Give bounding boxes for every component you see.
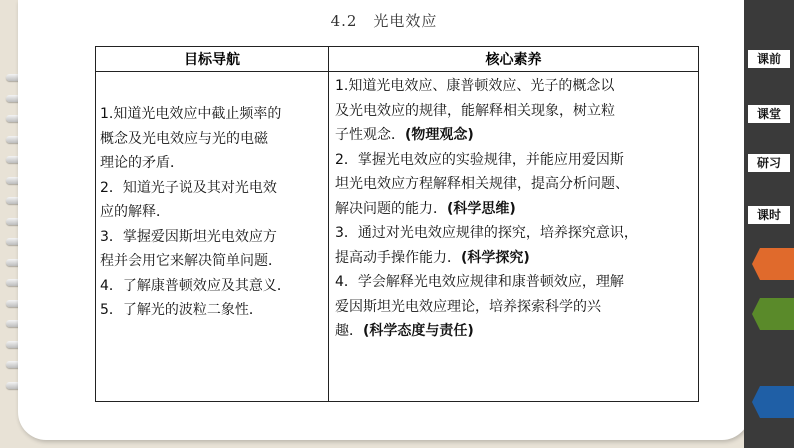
literacy-text: 3．通过对光电效应规律的探究，培养探究意识， bbox=[335, 225, 638, 241]
literacy-text: 提高动手操作能力． bbox=[335, 249, 461, 266]
literacy-text: 坦光电效应方程解释相关规律，提高分析问题、 bbox=[335, 176, 629, 192]
goal-line: 理论的矛盾． bbox=[100, 155, 184, 171]
literacy-line bbox=[335, 172, 694, 197]
goal-line: 4．了解康普顿效应及其意义． bbox=[100, 277, 291, 294]
literacy-line bbox=[335, 295, 694, 320]
literacy-text: 爱因斯坦光电效应理论，培养探索科学的兴 bbox=[335, 298, 601, 315]
literacy-text: 及光电效应的规律，能解释相关现象，树立粒 bbox=[335, 102, 615, 119]
objectives-table bbox=[95, 46, 699, 402]
literacy-category: (物理观念) bbox=[405, 127, 474, 143]
literacy-line bbox=[335, 74, 694, 99]
goals-cell bbox=[96, 72, 329, 402]
literacy-line bbox=[335, 123, 694, 148]
literacy-text: 4．学会解释光电效应规律和康普顿效应，理解 bbox=[335, 274, 624, 290]
tab-study[interactable]: 研习 bbox=[746, 152, 792, 174]
tab-homework[interactable]: 课时 bbox=[746, 204, 792, 226]
literacy-category: (科学探究) bbox=[461, 249, 530, 266]
literacy-text: 趣． bbox=[335, 323, 363, 339]
literacy-line bbox=[335, 270, 694, 295]
literacy-cell bbox=[329, 72, 699, 402]
literacy-category: (科学思维) bbox=[447, 200, 516, 217]
table-row bbox=[96, 72, 699, 402]
literacy-text: 1.知道光电效应、康普顿效应、光子的概念以 bbox=[335, 78, 615, 94]
literacy-text: 2．掌握光电效应的实验规律，并能应用爱因斯 bbox=[335, 151, 624, 168]
literacy-line bbox=[335, 148, 694, 173]
literacy-text: 解决问题的能力． bbox=[335, 200, 447, 217]
literacy-line bbox=[335, 99, 694, 124]
tab-in-class[interactable]: 课堂 bbox=[746, 103, 792, 125]
header-core-literacy: 核心素养 bbox=[329, 47, 699, 72]
goal-line: 3．掌握爱因斯坦光电效应方 bbox=[100, 228, 277, 245]
table-header-row bbox=[96, 47, 699, 72]
slide-page bbox=[18, 0, 750, 440]
goal-line: 5．了解光的波粒二象性． bbox=[100, 302, 263, 318]
literacy-line bbox=[335, 246, 694, 271]
goal-line: 应的解释． bbox=[100, 204, 170, 220]
right-sidebar bbox=[744, 0, 794, 448]
literacy-text: 子性观念． bbox=[335, 127, 405, 143]
header-goals: 目标导航 bbox=[96, 47, 329, 72]
orange-flag-icon[interactable] bbox=[752, 248, 794, 280]
goal-line: 2．知道光子说及其对光电效 bbox=[100, 179, 277, 196]
goal-line: 1.知道光电效应中截止频率的 bbox=[100, 106, 282, 122]
literacy-line bbox=[335, 221, 694, 246]
literacy-line bbox=[335, 319, 694, 344]
page-title: 4.2 光电效应 bbox=[330, 12, 438, 30]
green-flag-icon[interactable] bbox=[752, 298, 794, 330]
blue-flag-icon[interactable] bbox=[752, 386, 794, 418]
goal-line: 程并会用它来解决简单问题． bbox=[100, 253, 282, 269]
goal-line: 概念及光电效应与光的电磁 bbox=[100, 130, 268, 147]
literacy-line bbox=[335, 197, 694, 222]
tab-before-class[interactable]: 课前 bbox=[746, 48, 792, 70]
literacy-category: (科学态度与责任) bbox=[363, 323, 474, 339]
